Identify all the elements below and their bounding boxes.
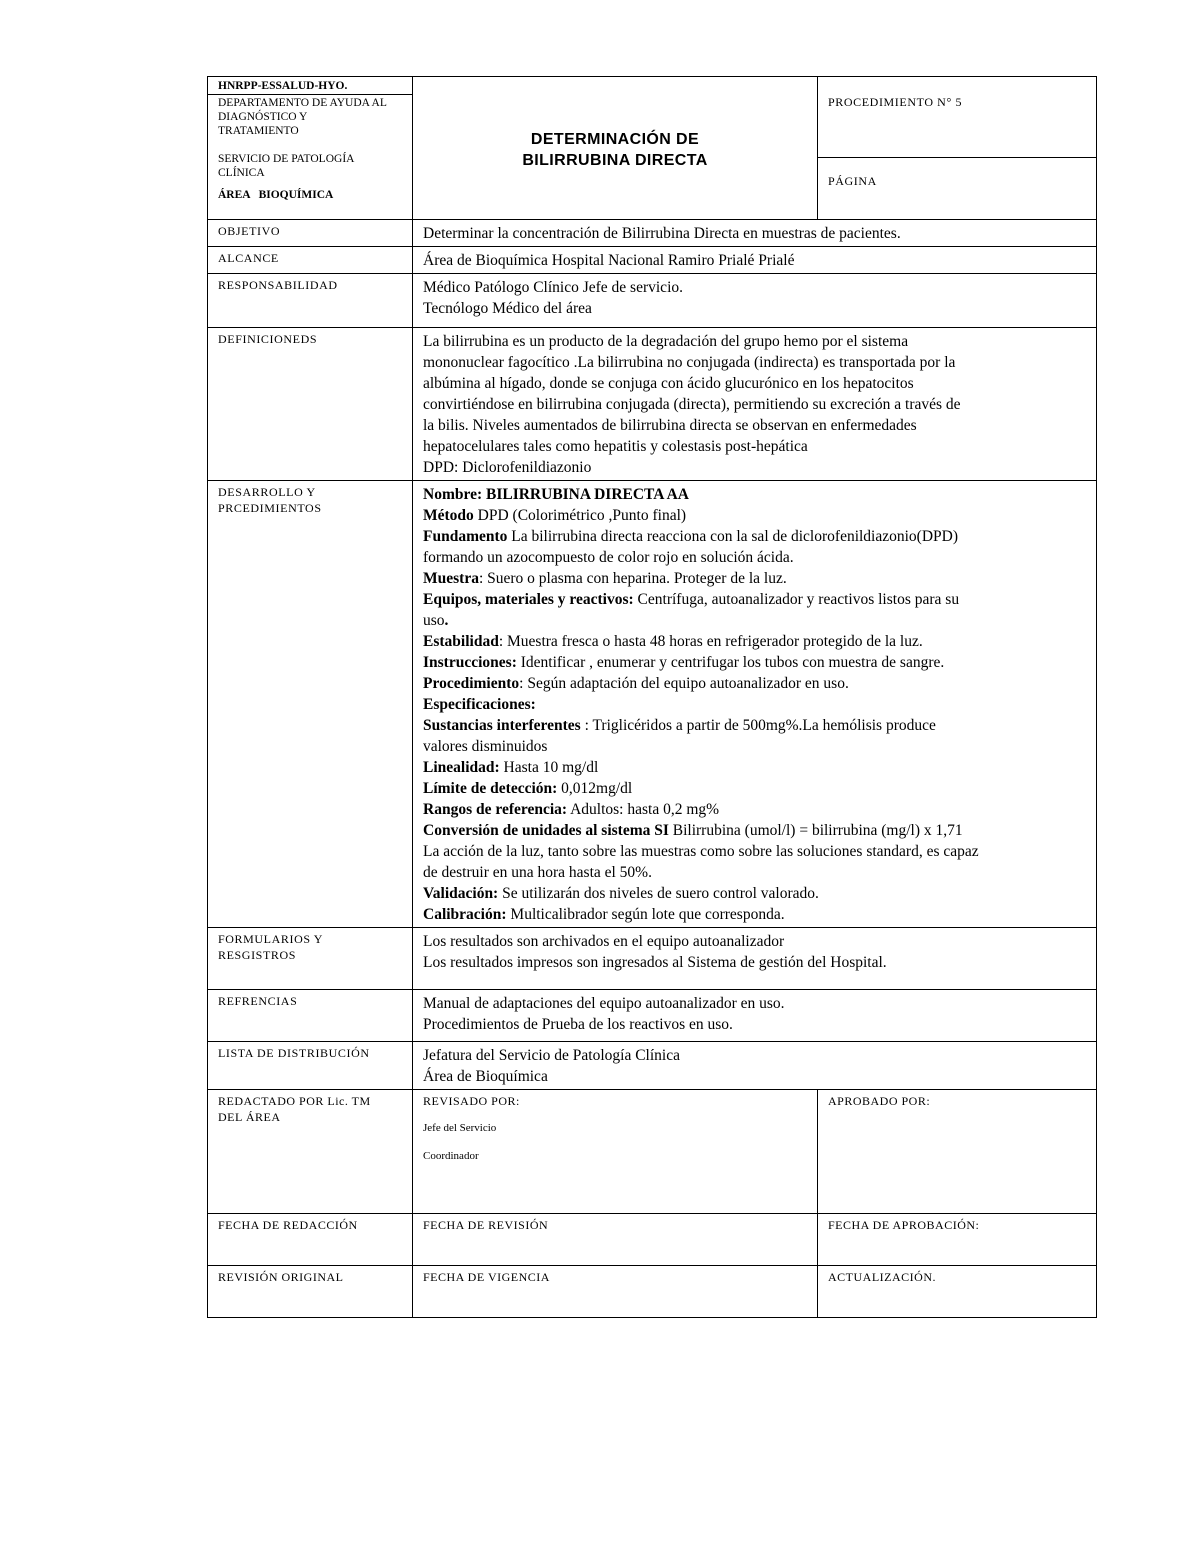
distribucion-line-2: Área de Bioquímica (423, 1068, 548, 1085)
value-responsabilidad (413, 274, 1097, 328)
title-line-1: DETERMINACIÓN DE (530, 131, 700, 148)
test-name: Nombre: BILIRRUBINA DIRECTA AA (423, 486, 689, 503)
procedimiento-key: Procedimiento (423, 675, 520, 692)
value-referencias (413, 990, 1097, 1042)
fundamento-key: Fundamento (423, 528, 508, 545)
label-objetivo: OBJETIVO (208, 220, 413, 247)
formularios-label-1: FORMULARIOS Y (218, 932, 324, 946)
department-name: DEPARTAMENTO DE AYUDA AL DIAGNÓSTICO Y TRATAMIENTO (218, 97, 387, 137)
interferentes-key: Sustancias interferentes (423, 717, 581, 734)
limite-key: Límite de detección: (423, 780, 558, 797)
method-value: DPD (Colorimétrico ,Punto final) (473, 507, 687, 524)
label-referencias: REFRENCIAS (208, 990, 413, 1042)
aprobado-label: APROBADO POR: (828, 1093, 931, 1108)
procedure-table (207, 76, 1097, 1090)
label-responsabilidad: RESPONSABILIDAD (208, 274, 413, 328)
revision-original-cell: REVISIÓN ORIGINAL (208, 1265, 413, 1317)
value-alcance: Área de Bioquímica Hospital Nacional Ramiro Prialé Prialé (413, 247, 1097, 274)
revision-row (208, 1265, 1097, 1317)
area-name: ÁREA BIOQUÍMICA (218, 189, 334, 201)
instrucciones-key: Instrucciones: (423, 654, 517, 671)
fecha-revision-cell: FECHA DE REVISIÓN (413, 1213, 818, 1265)
row-responsabilidad (208, 274, 1097, 328)
muestra-line (423, 568, 1086, 589)
rangos-line (423, 799, 1086, 820)
header-row (208, 77, 1097, 220)
validacion-key: Validación: (423, 885, 499, 902)
definiciones-line: La bilirrubina es un producto de la degradación del grupo hemo por el sistema (423, 333, 909, 350)
definiciones-line: la bilis. Niveles aumentados de bilirrubina directa se observan en enfermedades (423, 417, 917, 434)
equipos-line-2 (423, 610, 1086, 631)
redactado-cell (208, 1089, 413, 1213)
referencias-line-1: Manual de adaptaciones del equipo autoanalizador en uso. (423, 995, 785, 1012)
especificaciones-heading: Especificaciones: (423, 696, 536, 713)
linealidad-value: Hasta 10 mg/dl (499, 759, 599, 776)
value-formularios (413, 928, 1097, 990)
muestra-value: : Suero o plasma con heparina. Proteger de la luz. (478, 570, 787, 587)
method-line (423, 505, 1086, 526)
fecha-redaccion-cell: FECHA DE REDACCIÓN (208, 1213, 413, 1265)
redactado-label-1: REDACTADO POR Lic. TM (218, 1093, 371, 1108)
rangos-value: Adultos: hasta 0,2 mg% (567, 801, 720, 818)
calibracion-key: Calibración: (423, 906, 507, 923)
formularios-label-2: RESGISTROS (218, 948, 297, 962)
definiciones-line: albúmina al hígado, donde se conjuga con ácido glucurónico en los hepatocitos (423, 375, 914, 392)
signature-row (208, 1089, 1097, 1213)
equipos-value: Centrífuga, autoanalizador y reactivos listos para su (633, 591, 960, 608)
estabilidad-value: : Muestra fresca o hasta 48 horas en refrigerador protegido de la luz. (498, 633, 923, 650)
revisado-cell (413, 1089, 818, 1213)
distribucion-line-1: Jefatura del Servicio de Patología Clínica (423, 1047, 680, 1064)
responsabilidad-line-1: Médico Patólogo Clínico Jefe de servicio. (423, 279, 683, 296)
estabilidad-line (423, 631, 1086, 652)
label-alcance: ALCANCE (208, 247, 413, 274)
definiciones-line: DPD: Diclorofenildiazonio (423, 459, 592, 476)
fundamento-line-2: formando un azocompuesto de color rojo en solución ácida. (423, 549, 794, 566)
conversion-key: Conversión de unidades al sistema SI (423, 822, 669, 839)
conversion-line (423, 820, 1086, 841)
jefe-servicio-label: Jefe del Servicio (423, 1121, 497, 1134)
definiciones-line: hepatocelulares tales como hepatitis y colestasis post-hepática (423, 438, 808, 455)
dates-row (208, 1213, 1097, 1265)
redactado-label-2: DEL ÁREA (218, 1109, 281, 1124)
calibracion-value: Multicalibrador según lote que corresponda. (506, 906, 785, 923)
fecha-aprobacion-cell: FECHA DE APROBACIÓN: (818, 1213, 1097, 1265)
revisado-label: REVISADO POR: (423, 1093, 520, 1108)
responsabilidad-line-2: Tecnólogo Médico del área (423, 300, 592, 317)
header-meta-cell (818, 77, 1097, 220)
procedure-document (207, 76, 1096, 1318)
row-distribucion (208, 1042, 1097, 1090)
procedimiento-line (423, 673, 1086, 694)
interferentes-line-2: valores disminuidos (423, 738, 548, 755)
linealidad-line (423, 757, 1086, 778)
value-distribucion (413, 1042, 1097, 1090)
instrucciones-line (423, 652, 1086, 673)
linealidad-key: Linealidad: (423, 759, 500, 776)
label-definiciones: DEFINICIONEDS (208, 328, 413, 481)
conversion-value: Bilirrubina (umol/l) = bilirrubina (mg/l) x 1,71 (668, 822, 963, 839)
label-formularios (208, 928, 413, 990)
row-alcance (208, 247, 1097, 274)
luz-line-2: de destruir en una hora hasta el 50%. (423, 864, 652, 881)
procedure-number: PROCEDIMIENTO N° 5 (828, 95, 963, 109)
signature-table (207, 1089, 1097, 1318)
coordinador-label: Coordinador (423, 1149, 479, 1162)
referencias-line-2: Procedimientos de Prueba de los reactivos en uso. (423, 1016, 733, 1033)
fundamento-line (423, 526, 1086, 547)
row-definiciones (208, 328, 1097, 481)
definiciones-line: convirtiéndose en bilirrubina conjugada (directa), permitiendo su excreción a través de (423, 396, 961, 413)
validacion-value: Se utilizarán dos niveles de suero control valorado. (498, 885, 819, 902)
instrucciones-value: Identificar , enumerar y centrifugar los tubos con muestra de sangre. (516, 654, 945, 671)
row-referencias (208, 990, 1097, 1042)
interferentes-value: : Triglicéridos a partir de 500mg%.La hemólisis produce (580, 717, 936, 734)
aprobado-cell (818, 1089, 1097, 1213)
header-org-cell (208, 77, 413, 220)
fundamento-value: La bilirrubina directa reacciona con la sal de diclorofenildiazonio(DPD) (507, 528, 959, 545)
service-name: SERVICIO DE PATOLOGÍA CLÍNICA (218, 153, 354, 179)
value-definiciones (413, 328, 1097, 481)
value-objetivo: Determinar la concentración de Bilirrubina Directa en muestras de pacientes. (413, 220, 1097, 247)
definiciones-line: mononuclear fagocítico .La bilirrubina no conjugada (indirecta) es transportada por la (423, 354, 956, 371)
luz-line-1: La acción de la luz, tanto sobre las muestras como sobre las soluciones standard, es capaz (423, 843, 979, 860)
interferentes-line (423, 715, 1086, 736)
method-key: Método (423, 507, 474, 524)
validacion-line (423, 883, 1086, 904)
equipos-key: Equipos, materiales y reactivos: (423, 591, 634, 608)
value-desarrollo (413, 481, 1097, 928)
procedimiento-value: : Según adaptación del equipo autoanalizador en uso. (519, 675, 849, 692)
equipos-line (423, 589, 1086, 610)
label-distribucion: LISTA DE DISTRIBUCIÓN (208, 1042, 413, 1090)
muestra-key: Muestra (423, 570, 479, 587)
label-desarrollo (208, 481, 413, 928)
fecha-vigencia-cell: FECHA DE VIGENCIA (413, 1265, 818, 1317)
equipos-value-2: uso (423, 612, 445, 629)
row-formularios (208, 928, 1097, 990)
row-desarrollo (208, 481, 1097, 928)
org-name: HNRPP-ESSALUD-HYO. (208, 77, 412, 95)
formularios-line-1: Los resultados son archivados en el equipo autoanalizador (423, 933, 785, 950)
title-line-2: BILIRRUBINA DIRECTA (522, 152, 708, 169)
estabilidad-key: Estabilidad (423, 633, 499, 650)
calibracion-line (423, 904, 1086, 925)
document-title (413, 77, 818, 220)
desarrollo-label-1: DESARROLLO Y (218, 485, 316, 499)
rangos-key: Rangos de referencia: (423, 801, 568, 818)
formularios-line-2: Los resultados impresos son ingresados al Sistema de gestión del Hospital. (423, 954, 887, 971)
limite-value: 0,012mg/dl (557, 780, 633, 797)
page-number: PÁGINA (818, 157, 1096, 219)
equipos-period: . (444, 612, 449, 629)
row-objetivo (208, 220, 1097, 247)
limite-line (423, 778, 1086, 799)
desarrollo-label-2: PRCEDIMIENTOS (218, 501, 322, 515)
actualizacion-cell: ACTUALIZACIÓN. (818, 1265, 1097, 1317)
